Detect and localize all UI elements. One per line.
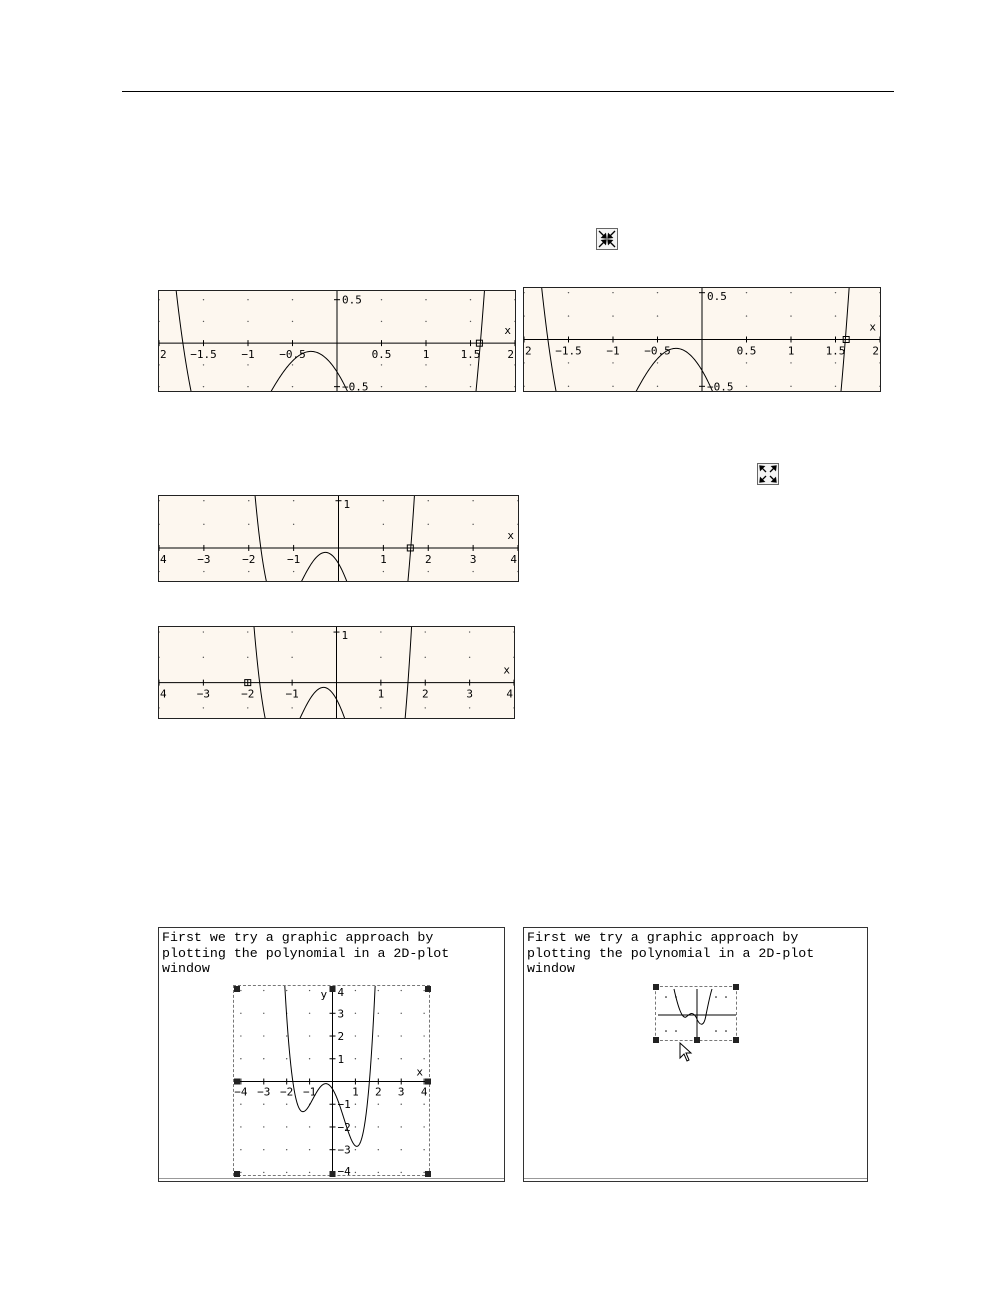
grid-dot xyxy=(247,631,248,632)
x-tick-label: −2 xyxy=(241,687,255,701)
grid-dot xyxy=(293,500,294,501)
resize-handle[interactable] xyxy=(330,986,336,992)
grid-dot xyxy=(423,1104,424,1105)
grid-dot xyxy=(309,1172,310,1173)
grid-dot xyxy=(612,386,613,387)
x-tick-label: −1.5 xyxy=(555,344,582,358)
grid-dot xyxy=(470,299,471,300)
grid-dot xyxy=(240,1013,241,1014)
x-tick-label: −1 xyxy=(287,552,301,566)
mouse-pointer-icon xyxy=(679,1042,693,1066)
grid-dot xyxy=(378,1013,379,1014)
grid-dot xyxy=(469,631,470,632)
x-tick-label: −3 xyxy=(257,1085,271,1099)
zoom-in-arrows-icon[interactable] xyxy=(596,228,618,250)
grid-dot xyxy=(425,386,426,387)
grid-dot xyxy=(292,321,293,322)
grid-dot xyxy=(286,1104,287,1105)
x-tick-label: −0.5 xyxy=(644,344,671,358)
grid-dot xyxy=(203,707,204,708)
grid-dot xyxy=(263,1149,264,1150)
y-tick-label: 0.5 xyxy=(342,293,362,307)
grid-dot xyxy=(835,386,836,387)
grid-dot xyxy=(401,1035,402,1036)
grid-dot xyxy=(247,364,248,365)
x-tick-label: −1.5 xyxy=(190,348,217,362)
y-tick-label: 4 xyxy=(337,986,345,999)
grid-dot xyxy=(378,1035,379,1036)
grid-dot xyxy=(428,524,429,525)
window-bottom-border xyxy=(524,1178,867,1179)
grid-dot xyxy=(355,1013,356,1014)
y-tick-label: 1 xyxy=(343,498,351,511)
grid-dot xyxy=(879,292,880,293)
x-tick-label: 1 xyxy=(377,687,385,701)
grid-dot xyxy=(292,386,293,387)
grid-dot xyxy=(835,315,836,316)
grid-dot xyxy=(291,707,292,708)
resize-handle[interactable] xyxy=(425,986,431,992)
grid-dot xyxy=(514,299,515,300)
grid-dot xyxy=(159,571,160,572)
grid-dot xyxy=(423,1126,424,1127)
grid-dot xyxy=(293,524,294,525)
x-tick-label: 1 xyxy=(787,344,795,358)
grid-dot xyxy=(309,1035,310,1036)
grid-dot xyxy=(835,362,836,363)
grid-dot xyxy=(247,386,248,387)
x-tick-label: 1 xyxy=(380,552,387,566)
plot-canvas xyxy=(159,496,518,581)
grid-dot xyxy=(355,1104,356,1105)
grid-dot xyxy=(159,321,160,322)
worksheet-caption: First we try a graphic approach by plotting the polynomial in a 2D-plot window xyxy=(527,930,815,976)
x-tick-label: −0.5 xyxy=(279,348,306,362)
y-tick-label: −2 xyxy=(337,1120,351,1134)
grid-dot xyxy=(286,1035,287,1036)
grid-dot xyxy=(425,364,426,365)
grid-dot xyxy=(263,1013,264,1014)
worksheet-caption: First we try a graphic approach by plotting the polynomial in a 2D-plot window xyxy=(162,930,450,976)
grid-dot xyxy=(309,1058,310,1059)
grid-dot xyxy=(524,362,525,363)
grid-dot xyxy=(657,386,658,387)
x-tick-label: 0.5 xyxy=(736,344,757,358)
grid-dot xyxy=(746,292,747,293)
y-tick-label: −4 xyxy=(337,1165,351,1177)
y-tick-label: 3 xyxy=(337,1007,345,1021)
grid-dot xyxy=(240,1172,241,1173)
plot-zoomed-right[interactable] xyxy=(523,287,881,392)
grid-dot xyxy=(203,321,204,322)
grid-dot xyxy=(263,1104,264,1105)
grid-dot xyxy=(835,292,836,293)
y-tick-label: −3 xyxy=(337,1143,351,1157)
x-tick-label: 1 xyxy=(422,348,430,362)
grid-dot xyxy=(378,1126,379,1127)
grid-dot xyxy=(380,657,381,658)
plot-wide-lower[interactable] xyxy=(158,626,515,719)
grid-dot xyxy=(203,657,204,658)
resize-handle[interactable] xyxy=(425,1079,431,1085)
embedded-2d-plot-small[interactable] xyxy=(655,986,737,1041)
grid-dot xyxy=(248,500,249,501)
grid-dot xyxy=(381,386,382,387)
grid-dot xyxy=(425,707,426,708)
grid-dot xyxy=(355,1172,356,1173)
grid-dot xyxy=(381,299,382,300)
grid-dot xyxy=(425,299,426,300)
x-tick-label: 2 xyxy=(421,687,429,701)
grid-dot xyxy=(472,500,473,501)
grid-dot xyxy=(240,1058,241,1059)
x-tick-label: −3 xyxy=(196,687,210,701)
x-tick-label: −1 xyxy=(241,348,255,362)
x-tick-label: −3 xyxy=(197,552,211,566)
grid-dot xyxy=(423,1172,424,1173)
grid-dot xyxy=(513,707,514,708)
grid-dot xyxy=(401,990,402,991)
grid-dot xyxy=(879,362,880,363)
x-tick-label: 3 xyxy=(466,687,473,701)
grid-dot xyxy=(524,292,525,293)
grid-dot xyxy=(381,321,382,322)
grid-dot xyxy=(248,571,249,572)
grid-dot xyxy=(879,386,880,387)
x-tick-label: 4 xyxy=(510,552,517,566)
grid-dot xyxy=(425,631,426,632)
grid-dot xyxy=(263,1172,264,1173)
grid-dot xyxy=(657,315,658,316)
grid-dot xyxy=(401,1013,402,1014)
grid-dot xyxy=(203,524,204,525)
grid-dot xyxy=(401,1104,402,1105)
grid-dot xyxy=(568,386,569,387)
grid-dot xyxy=(401,1172,402,1173)
x-tick-label: 3 xyxy=(397,1085,405,1099)
header-rule xyxy=(122,91,894,92)
plot-zoomed-left[interactable] xyxy=(158,290,516,392)
grid-dot xyxy=(292,364,293,365)
grid-dot xyxy=(286,1172,287,1173)
grid-dot xyxy=(657,292,658,293)
embedded-2d-plot[interactable] xyxy=(233,985,430,1176)
grid-dot xyxy=(383,524,384,525)
grid-dot xyxy=(423,1013,424,1014)
resize-handle[interactable] xyxy=(425,1171,431,1177)
grid-dot xyxy=(309,990,310,991)
grid-dot xyxy=(425,657,426,658)
grid-dot xyxy=(470,386,471,387)
x-axis-label: x xyxy=(504,324,511,338)
grid-dot xyxy=(612,315,613,316)
embedded-plot-thumbnail xyxy=(656,987,738,1042)
grid-dot xyxy=(470,321,471,322)
grid-dot xyxy=(514,321,515,322)
grid-dot xyxy=(159,707,160,708)
y-axis-label: y xyxy=(320,988,328,1001)
grid-dot xyxy=(383,571,384,572)
x-tick-label: 4 xyxy=(420,1085,428,1099)
grid-dot xyxy=(790,292,791,293)
grid-dot xyxy=(378,1149,379,1150)
grid-dot xyxy=(423,1149,424,1150)
grid-dot xyxy=(248,524,249,525)
grid-dot xyxy=(293,571,294,572)
grid-dot xyxy=(355,1126,356,1127)
plot-canvas xyxy=(524,288,880,391)
x-tick-label: 1.5 xyxy=(825,344,846,358)
grid-dot xyxy=(472,571,473,572)
resize-handle[interactable] xyxy=(653,984,659,990)
y-tick-label: −0.5 xyxy=(707,380,734,391)
worksheet-window-left[interactable] xyxy=(158,927,505,1182)
x-axis-label: x xyxy=(416,1065,423,1079)
x-tick-label: 4 xyxy=(160,552,167,566)
grid-dot xyxy=(612,362,613,363)
grid-dot xyxy=(378,1172,379,1173)
x-tick-label: −4 xyxy=(234,1085,248,1099)
grid-dot xyxy=(240,1149,241,1150)
grid-dot xyxy=(263,1058,264,1059)
polynomial-curve xyxy=(274,986,382,1146)
x-tick-label: 2 xyxy=(424,552,432,566)
x-tick-label: 0.5 xyxy=(371,348,392,362)
grid-dot xyxy=(401,1126,402,1127)
grid-dot xyxy=(423,1058,424,1059)
grid-dot xyxy=(203,386,204,387)
grid-dot xyxy=(469,657,470,658)
grid-dot xyxy=(568,292,569,293)
grid-dot xyxy=(401,1058,402,1059)
grid-dot xyxy=(159,500,160,501)
grid-dot xyxy=(203,500,204,501)
resize-handle[interactable] xyxy=(653,1037,659,1043)
grid-dot xyxy=(159,631,160,632)
grid-dot xyxy=(383,500,384,501)
grid-dot xyxy=(263,1035,264,1036)
worksheet-window-right[interactable] xyxy=(523,927,868,1182)
grid-dot xyxy=(159,364,160,365)
grid-dot xyxy=(401,1149,402,1150)
grid-dot xyxy=(513,631,514,632)
grid-dot xyxy=(513,657,514,658)
grid-dot xyxy=(240,1035,241,1036)
grid-dot xyxy=(746,386,747,387)
resize-handle[interactable] xyxy=(694,1037,700,1043)
grid-dot xyxy=(355,1149,356,1150)
grid-dot xyxy=(240,990,241,991)
x-tick-label: 4 xyxy=(160,687,167,701)
grid-dot xyxy=(240,1104,241,1105)
grid-dot xyxy=(203,364,204,365)
grid-dot xyxy=(292,299,293,300)
x-axis-label: x xyxy=(507,528,514,542)
y-tick-label: −0.5 xyxy=(342,380,369,391)
window-bottom-border xyxy=(159,1178,504,1179)
grid-dot xyxy=(470,364,471,365)
grid-dot xyxy=(790,386,791,387)
grid-dot xyxy=(203,299,204,300)
grid-dot xyxy=(286,1058,287,1059)
grid-dot xyxy=(517,524,518,525)
grid-dot xyxy=(286,990,287,991)
y-tick-label: 0.5 xyxy=(707,290,727,303)
grid-dot xyxy=(309,1126,310,1127)
grid-dot xyxy=(524,315,525,316)
grid-dot xyxy=(746,362,747,363)
resize-handle[interactable] xyxy=(733,1037,739,1043)
x-tick-label: −1 xyxy=(302,1085,317,1099)
x-tick-label: 4 xyxy=(506,687,513,701)
grid-dot xyxy=(247,707,248,708)
x-tick-label: 3 xyxy=(469,552,477,566)
x-axis-label: x xyxy=(869,320,876,334)
grid-dot xyxy=(159,386,160,387)
x-tick-label: −1 xyxy=(285,687,299,701)
grid-dot xyxy=(355,1058,356,1059)
x-tick-label: −2 xyxy=(280,1085,294,1099)
grid-dot xyxy=(247,299,248,300)
grid-dot xyxy=(159,299,160,300)
grid-dot xyxy=(291,631,292,632)
y-tick-label: 1 xyxy=(341,629,349,642)
plot-canvas xyxy=(159,627,514,718)
grid-dot xyxy=(286,1126,287,1127)
grid-dot xyxy=(879,315,880,316)
zoom-out-arrows-icon[interactable] xyxy=(757,463,779,485)
grid-dot xyxy=(746,315,747,316)
x-tick-label: 2 xyxy=(525,344,532,358)
grid-dot xyxy=(381,364,382,365)
grid-dot xyxy=(247,321,248,322)
grid-dot xyxy=(378,990,379,991)
resize-handle[interactable] xyxy=(234,986,240,992)
grid-dot xyxy=(203,631,204,632)
grid-dot xyxy=(472,524,473,525)
grid-dot xyxy=(790,362,791,363)
grid-dot xyxy=(378,1058,379,1059)
x-tick-label: 2 xyxy=(507,348,514,362)
grid-dot xyxy=(309,1149,310,1150)
grid-dot xyxy=(159,657,160,658)
grid-dot xyxy=(203,571,204,572)
plot-wide-upper[interactable] xyxy=(158,495,519,582)
y-tick-label: 1 xyxy=(337,1052,345,1066)
grid-dot xyxy=(514,364,515,365)
grid-dot xyxy=(378,1104,379,1105)
grid-dot xyxy=(159,524,160,525)
y-tick-label: 2 xyxy=(337,1030,345,1044)
grid-dot xyxy=(428,571,429,572)
x-tick-label: 2 xyxy=(160,348,167,362)
resize-handle[interactable] xyxy=(330,1171,336,1177)
grid-dot xyxy=(355,990,356,991)
grid-dot xyxy=(428,500,429,501)
grid-dot xyxy=(380,707,381,708)
grid-dot xyxy=(247,657,248,658)
grid-dot xyxy=(309,1013,310,1014)
grid-dot xyxy=(514,386,515,387)
grid-dot xyxy=(263,990,264,991)
grid-dot xyxy=(657,362,658,363)
grid-dot xyxy=(568,315,569,316)
plot-canvas xyxy=(159,291,515,391)
y-tick-label: −1 xyxy=(337,1098,351,1112)
grid-dot xyxy=(517,571,518,572)
x-axis-label: x xyxy=(503,663,510,677)
x-tick-label: −2 xyxy=(242,552,256,566)
x-tick-label: −1 xyxy=(606,344,620,358)
resize-handle[interactable] xyxy=(733,984,739,990)
grid-dot xyxy=(291,657,292,658)
grid-dot xyxy=(355,1035,356,1036)
resize-handle[interactable] xyxy=(234,1079,240,1085)
x-tick-label: 2 xyxy=(375,1085,382,1099)
x-tick-label: 1 xyxy=(352,1085,359,1099)
grid-dot xyxy=(240,1126,241,1127)
grid-dot xyxy=(524,386,525,387)
grid-dot xyxy=(423,1035,424,1036)
grid-dot xyxy=(469,707,470,708)
grid-dot xyxy=(423,990,424,991)
grid-dot xyxy=(612,292,613,293)
resize-handle[interactable] xyxy=(234,1171,240,1177)
grid-dot xyxy=(286,1149,287,1150)
grid-dot xyxy=(425,321,426,322)
x-tick-label: 2 xyxy=(872,344,879,358)
grid-dot xyxy=(517,500,518,501)
grid-dot xyxy=(263,1126,264,1127)
embedded-plot-canvas[interactable] xyxy=(234,986,431,1177)
grid-dot xyxy=(380,631,381,632)
x-tick-label: 1.5 xyxy=(460,348,481,362)
grid-dot xyxy=(568,362,569,363)
grid-dot xyxy=(790,315,791,316)
